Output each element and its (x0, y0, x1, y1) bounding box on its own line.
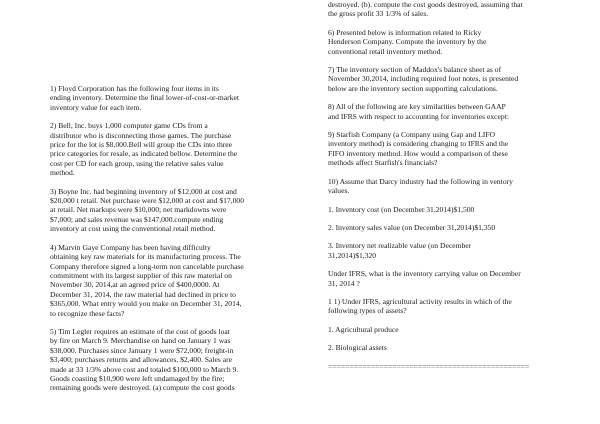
question-10: 10) Assume that Darcy industry had the following in ventory values. (328, 176, 513, 196)
question-4: 4) Marvin Gaye Company has been having difficulty obtaining key raw materials for its manufacturing process. The Company therefore signed a long-term non cancelable purchase commitment with its largest supplier of this raw material on November 30, 2014,at an agreed price of $400,0000. At December 31, 2014, the raw material had declined in price to $365,000. What entry would you make on December 31, 2014, to recognize these facts? (50, 242, 244, 318)
question-5: 5) Tim Legler requires an estimate of the cost of goods loat by fire on March 9. Merchandise on hand on January 1 was $38,000. Purchases since January 1 were $72,000; freight-in $3,400; purchases returns and allowances, $2,400. Sales are made at 33 1/3% above cost and totaled $100,000 to March 9. Goods coasting $10,900 were left undamaged by the fire; remaining goods were destroyed. (a) compute the cost goods (50, 326, 239, 393)
question-5-continued: destroyed. (b). compute the cost goods destroyed, assuming that the gross profit 33 1/3% of sales. (328, 0, 523, 19)
left-column (50, 84, 288, 402)
question-7: 7) The inventory section of Maddox's balance sheet as of November 30,2014, including required foot notes, is presented below are the inventory section supporting calculations. (328, 65, 519, 93)
question-6: 6) Presented below is information related to Ricky Henderson Company. Compute the inventory by the conventional retail inventory method. (328, 27, 487, 56)
question-1: 1) Floyd Corporation has the following four items in its ending inventory. Determine the final lower-of-cost-or-market inventory value for each item. (50, 84, 239, 112)
answer-agricultural-produce: 1. Agricultural produce (328, 324, 399, 334)
question-2: 2) Bell, Inc. buys 1,000 computer game CDs from a distributor who is disconnecting those games. The purchase price for the lot is $8,000.Bell will group the CDs into three price categories for resale, as indicated bellow. Determine the cost per CD for each group, using the relative sales value method. (50, 121, 238, 178)
question-11: 1 1) Under IFRS, agricultural activity results in which of the following types of assets? (328, 296, 512, 316)
question-3: 3) Boyne Inc. had beginning inventory of $12,000 at cost and $20,000 t retail. Net purchase were $12,000 at cost and $17,000 at retail. Net markups were $10,000; net markdowns were $7,000; and sales revenue was $147,000.compute ending inventory at cost using the conventional retail method. (50, 186, 245, 234)
inventory-cost-item: 1. Inventory cost (on December 31,2014)$1,500 (328, 204, 475, 214)
question-9: 9) Starfish Company (a Company using Gap and LIFO inventory method) is considering changing to IFRS and the FIFO inventory method. How would a comparison of these methods affect Starfish's financials? (328, 130, 509, 168)
right-column (328, 0, 568, 380)
inventory-sales-value-item: 2. Inventory sales value (on December 31,2014)$1,350 (328, 222, 496, 232)
inventory-nrv-item: 3. Inventory net realizable value (on December 31,2014)$1,320 (328, 241, 472, 260)
question-8: 8) All of the following are key similarities between GAAP and IFRS with respect to accounting for inventories except: (328, 102, 509, 121)
answer-biological-assets: 2. Biological assets (328, 343, 387, 353)
divider-line: =============================================== (328, 361, 530, 371)
ifrs-carrying-value-question: Under IFRS, what is the inventory carrying value on December 31, 2014 ? (328, 269, 521, 288)
